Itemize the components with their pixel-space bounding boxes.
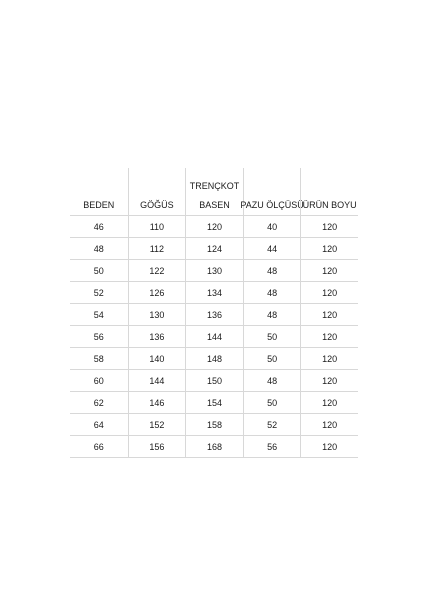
cell-beden: 64 [93, 419, 104, 430]
title-cell-empty-1 [70, 168, 128, 194]
cell-beden: 56 [93, 331, 104, 342]
cell-basen: 136 [185, 304, 243, 325]
cell-gogus: 122 [128, 260, 186, 281]
title-cell-empty-2 [128, 168, 186, 194]
cell-beden: 66 [93, 441, 104, 452]
table-row [70, 348, 358, 370]
cell-boy: 120 [300, 436, 358, 457]
cell-gogus: 140 [128, 348, 186, 369]
cell-boy: 120 [300, 348, 358, 369]
cell-pazu: 44 [243, 238, 301, 259]
cell-beden: 46 [93, 221, 104, 232]
header-beden: BEDEN [83, 199, 115, 210]
header-basen: BASEN [185, 194, 243, 215]
cell-pazu: 48 [243, 304, 301, 325]
cell-gogus: 152 [128, 414, 186, 435]
cell-gogus: 156 [128, 436, 186, 457]
cell-basen: 150 [185, 370, 243, 391]
cell-basen: 154 [185, 392, 243, 413]
cell-boy: 120 [300, 414, 358, 435]
title-cell-empty-3 [243, 168, 301, 194]
cell-pazu: 40 [243, 216, 301, 237]
cell-pazu: 56 [243, 436, 301, 457]
table-row [70, 392, 358, 414]
cell-basen: 124 [185, 238, 243, 259]
cell-boy: 120 [300, 370, 358, 391]
cell-boy: 120 [300, 216, 358, 237]
size-chart-table [70, 168, 358, 458]
table-row [70, 326, 358, 348]
cell-beden: 60 [93, 375, 104, 386]
cell-beden: 48 [93, 243, 104, 254]
cell-pazu: 48 [243, 260, 301, 281]
cell-pazu: 52 [243, 414, 301, 435]
title-row [70, 168, 358, 194]
table-row [70, 260, 358, 282]
table-row [70, 414, 358, 436]
cell-gogus: 130 [128, 304, 186, 325]
cell-gogus: 112 [128, 238, 186, 259]
cell-beden: 62 [93, 397, 104, 408]
cell-beden: 54 [93, 309, 104, 320]
cell-basen: 168 [185, 436, 243, 457]
table-title: TRENÇKOT [185, 168, 243, 194]
table-row [70, 238, 358, 260]
cell-gogus: 144 [128, 370, 186, 391]
title-cell-empty-4 [300, 168, 358, 194]
cell-gogus: 146 [128, 392, 186, 413]
table-row [70, 216, 358, 238]
cell-beden: 52 [93, 287, 104, 298]
cell-pazu: 50 [243, 348, 301, 369]
cell-basen: 158 [185, 414, 243, 435]
cell-boy: 120 [300, 304, 358, 325]
cell-pazu: 48 [243, 370, 301, 391]
cell-boy: 120 [300, 238, 358, 259]
cell-basen: 144 [185, 326, 243, 347]
cell-basen: 120 [185, 216, 243, 237]
header-gogus: GÖĞÜS [128, 194, 186, 215]
cell-beden: 58 [93, 353, 104, 364]
cell-boy: 120 [300, 282, 358, 303]
cell-gogus: 136 [128, 326, 186, 347]
table-row [70, 304, 358, 326]
table-row [70, 370, 358, 392]
cell-boy: 120 [300, 326, 358, 347]
table-row [70, 436, 358, 458]
cell-pazu: 50 [243, 326, 301, 347]
cell-basen: 130 [185, 260, 243, 281]
cell-boy: 120 [300, 392, 358, 413]
cell-basen: 148 [185, 348, 243, 369]
cell-gogus: 110 [128, 216, 186, 237]
header-row [70, 194, 358, 216]
cell-boy: 120 [300, 260, 358, 281]
header-urun-boyu: ÜRÜN BOYU [300, 194, 358, 215]
cell-beden: 50 [93, 265, 104, 276]
cell-gogus: 126 [128, 282, 186, 303]
cell-basen: 134 [185, 282, 243, 303]
cell-pazu: 50 [243, 392, 301, 413]
table-row [70, 282, 358, 304]
header-pazu-olcusu: PAZU ÖLÇÜSÜ [243, 194, 301, 215]
cell-pazu: 48 [243, 282, 301, 303]
